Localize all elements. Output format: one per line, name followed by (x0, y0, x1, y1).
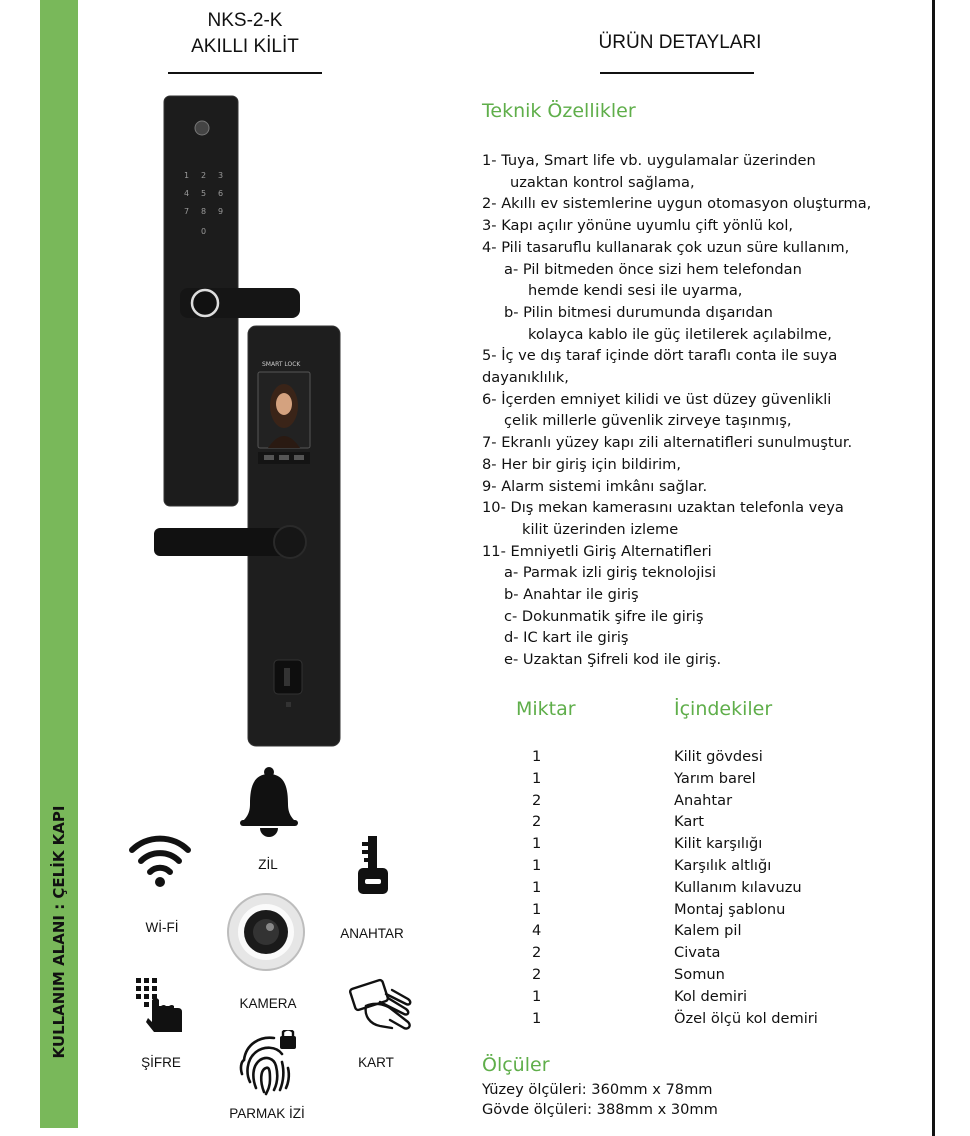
row-qty: 1 (532, 878, 542, 896)
row-item: Kilit karşılığı (674, 835, 763, 853)
camera-icon (226, 892, 306, 972)
row-qty: 1 (532, 987, 542, 1005)
row-qty: 1 (532, 748, 542, 765)
keypad-digit: 1 (184, 171, 190, 180)
row-qty: 2 (532, 813, 542, 831)
keypad-digit: 8 (201, 207, 207, 216)
feature-line: b- Pilin bitmesi durumunda dışarıdan (504, 303, 773, 321)
surface-dimensions: Yüzey ölçüleri: 360mm x 78mm (482, 1081, 713, 1098)
row-item: Somun (674, 965, 725, 983)
contents-row (480, 942, 880, 964)
contents-row (480, 877, 880, 899)
tech-features-list (482, 150, 922, 671)
bell-label: ZİL (258, 857, 278, 872)
product-name: AKILLI KİLİT (191, 36, 299, 57)
keypad-digit: 2 (201, 171, 207, 180)
feature-line: 5- İç ve dış taraf içinde dört taraflı conta ile suya (482, 347, 838, 365)
contents-row (480, 790, 880, 812)
right-border (932, 0, 935, 1136)
row-qty: 1 (532, 1009, 542, 1027)
feature-line: 7- Ekranlı yüzey kapı zili alternatifleri sunulmuştur. (482, 434, 853, 452)
feature-line: dayanıklılık, (482, 369, 569, 387)
contents-row (480, 1008, 880, 1030)
password-label: ŞİFRE (141, 1055, 181, 1070)
feature-line: uzaktan kontrol sağlama, (510, 173, 695, 191)
feature-line: 10- Dış mekan kamerasını uzaktan telefonla veya (482, 499, 844, 517)
feature-line: 3- Kapı açılır yönüne uyumlu çift yönlü kol, (482, 217, 794, 235)
feature-line: 6- İçerden emniyet kilidi ve üst düzey güvenlikli (482, 390, 832, 408)
contents-row (480, 855, 880, 877)
row-item: Özel ölçü kol demiri (674, 1009, 818, 1027)
key-icon (356, 834, 390, 898)
wifi-icon (128, 832, 192, 888)
feature-line: a- Pil bitmeden önce sizi hem telefondan (504, 260, 802, 278)
card-icon (346, 972, 420, 1034)
product-title (160, 8, 330, 60)
feature-line: kilit üzerinden izleme (522, 520, 679, 538)
usage-area-label: KULLANIM ALANI : ÇELİK KAPI (50, 805, 68, 1059)
row-qty: 1 (532, 769, 542, 787)
row-item: Yarım barel (674, 769, 756, 787)
smart-lock-illustration (150, 88, 350, 748)
product-title-underline (168, 72, 322, 74)
row-qty: 2 (532, 791, 542, 809)
row-item: Karşılık altlığı (674, 856, 772, 874)
product-model: NKS-2-K (207, 10, 283, 31)
feature-line: 8- Her bir giriş için bildirim, (482, 455, 681, 473)
row-qty: 4 (532, 922, 542, 940)
feature-line: e- Uzaktan Şifreli kod ile giriş. (504, 651, 722, 669)
contents-row (480, 986, 880, 1008)
tech-heading: Teknik Özellikler (482, 100, 636, 122)
feature-line: 1- Tuya, Smart life vb. uygulamalar üzerinden (482, 152, 816, 169)
lock-screen-text: SMART LOCK (262, 361, 301, 368)
keypad-digit: 0 (201, 227, 207, 236)
row-item: Kalem pil (674, 922, 742, 940)
row-qty: 1 (532, 856, 542, 874)
row-item: Kart (674, 813, 704, 831)
feature-line: kolayca kablo ile güç iletilerek açılabilme, (528, 325, 832, 343)
feature-line: b- Anahtar ile giriş (504, 586, 639, 604)
feature-line: 11- Emniyetli Giriş Alternatifleri (482, 542, 712, 560)
keypad-digit: 6 (218, 189, 224, 198)
bell-icon (238, 764, 300, 838)
dimensions-block (482, 1080, 718, 1120)
contents-row (480, 964, 880, 986)
row-item: Civata (674, 944, 721, 962)
details-title: ÜRÜN DETAYLARI (598, 32, 762, 53)
keypad-digit: 4 (184, 189, 190, 198)
row-item: Kullanım kılavuzu (674, 878, 802, 896)
feature-line: çelik millerle güvenlik zirveye taşınmış, (504, 412, 792, 430)
feature-line: d- IC kart ile giriş (504, 629, 629, 647)
feature-line: a- Parmak izli giriş teknolojisi (504, 564, 717, 582)
row-qty: 2 (532, 965, 542, 983)
row-item: Montaj şablonu (674, 900, 786, 918)
contents-table (480, 746, 880, 1029)
items-heading: İçindekiler (674, 698, 773, 720)
feature-line: hemde kendi sesi ile uyarma, (528, 282, 743, 300)
row-item: Kilit gövdesi (674, 748, 763, 765)
row-qty: 2 (532, 944, 542, 962)
qty-heading: Miktar (516, 698, 576, 720)
card-label: KART (358, 1055, 394, 1070)
details-title-underline (600, 72, 754, 74)
feature-line: 9- Alarm sistemi imkânı sağlar. (482, 477, 708, 495)
wifi-label: Wİ-Fİ (145, 920, 179, 935)
fingerprint-icon (236, 1030, 304, 1098)
camera-label: KAMERA (239, 996, 297, 1011)
contents-row (480, 833, 880, 855)
contents-row (480, 920, 880, 942)
feature-line: c- Dokunmatik şifre ile giriş (504, 607, 704, 625)
row-item: Kol demiri (674, 987, 748, 1005)
keypad-digit: 5 (201, 189, 207, 198)
password-keypad-icon (134, 976, 186, 1034)
contents-row (480, 768, 880, 790)
body-dimensions: Gövde ölçüleri: 388mm x 30mm (482, 1101, 718, 1118)
keypad-digit: 9 (218, 207, 224, 216)
row-item: Anahtar (674, 791, 733, 809)
contents-row (480, 899, 880, 921)
fingerprint-label: PARMAK İZİ (229, 1106, 305, 1121)
feature-line: 4- Pili tasaruflu kullanarak çok uzun süre kullanım, (482, 238, 850, 256)
row-qty: 1 (532, 900, 542, 918)
dimensions-heading: Ölçüler (482, 1054, 550, 1076)
key-label: ANAHTAR (340, 926, 404, 941)
contents-row (480, 746, 880, 768)
keypad-digit: 3 (218, 171, 224, 180)
keypad-digit: 7 (184, 207, 190, 216)
contents-row (480, 811, 880, 833)
feature-line: 2- Akıllı ev sistemlerine uygun otomasyon oluşturma, (482, 195, 872, 213)
row-qty: 1 (532, 835, 542, 853)
